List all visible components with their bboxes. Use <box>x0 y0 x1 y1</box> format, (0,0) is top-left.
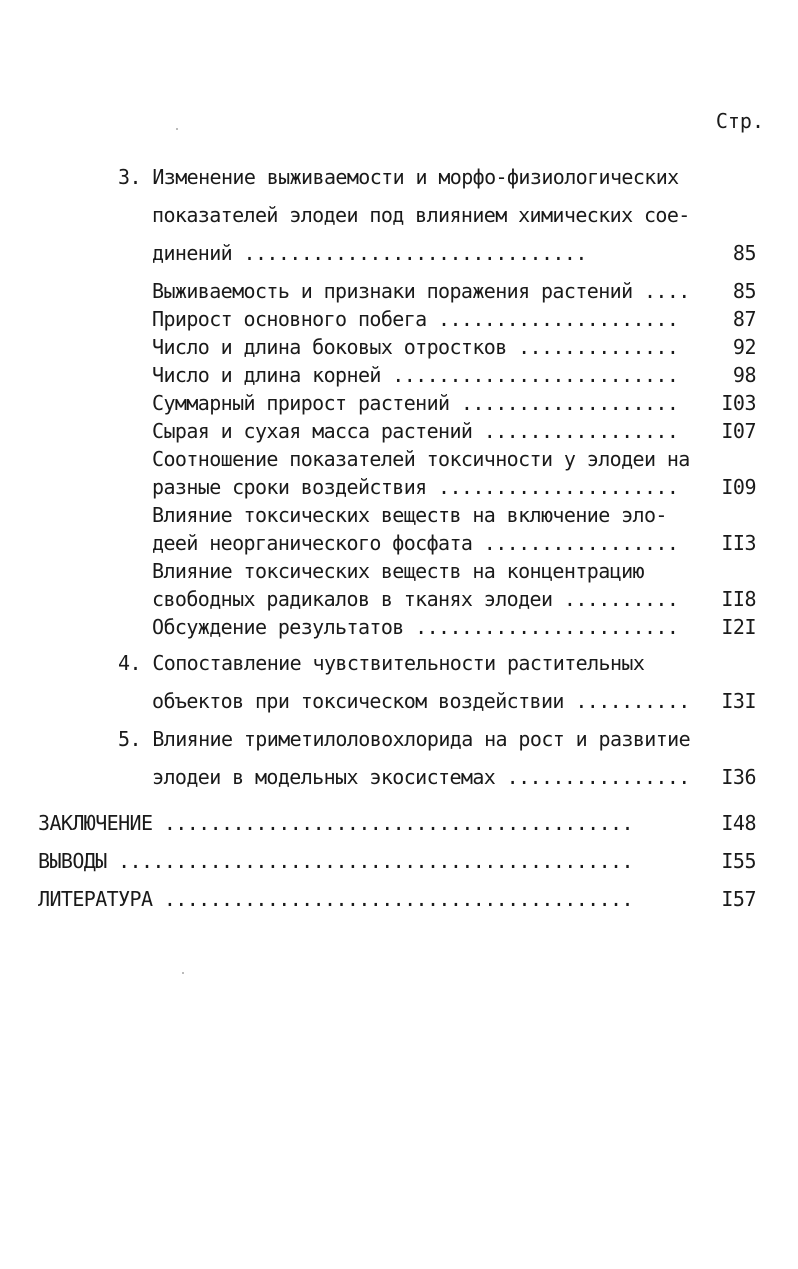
toc-line: показателей элодеи под влиянием химических сое- <box>152 203 690 227</box>
toc-line: динений .............................. <box>152 241 587 265</box>
toc-line: Обсуждение результатов ....................... <box>152 615 679 639</box>
toc-line: 5. Влияние триметилоловохлорида на рост и развитие <box>118 727 691 751</box>
toc-line: Влияние токсических веществ на концентрацию <box>152 559 644 583</box>
toc-page-number: 98 <box>732 363 756 387</box>
toc-line: свободных радикалов в тканях элодеи .......... <box>152 587 679 611</box>
page-column-label: Стр. <box>715 109 764 133</box>
toc-line: Выживаемость и признаки поражения растений .... <box>152 279 690 303</box>
toc-line: деей неорганического фосфата ................. <box>152 531 679 555</box>
toc-line: объектов при токсическом воздействии .......... <box>152 689 690 713</box>
toc-page-number: II8 <box>721 587 756 611</box>
toc-page-number: 85 <box>732 241 756 265</box>
toc-page-number: 85 <box>732 279 756 303</box>
toc-line: Суммарный прирост растений ................... <box>152 391 679 415</box>
toc-line: ЗАКЛЮЧЕНИЕ ......................................... <box>38 811 633 835</box>
toc-page-number: I03 <box>721 391 756 415</box>
scan-speck <box>176 128 178 130</box>
toc-line: разные сроки воздействия ..................... <box>152 475 679 499</box>
toc-page-number: I55 <box>721 849 756 873</box>
toc-line: ВЫВОДЫ ............................................. <box>38 849 633 873</box>
toc-line: Влияние токсических веществ на включение эло- <box>152 503 667 527</box>
toc-page-number: I09 <box>721 475 756 499</box>
toc-line: элодеи в модельных экосистемах ................ <box>152 765 690 789</box>
toc-page-number: I36 <box>721 765 756 789</box>
toc-page-number: I3I <box>721 689 756 713</box>
toc-page-number: I48 <box>721 811 756 835</box>
toc-line: Сырая и сухая масса растений ................. <box>152 419 679 443</box>
scan-speck <box>182 972 184 974</box>
toc-page-number: 92 <box>732 335 756 359</box>
toc-line: Число и длина боковых отростков .............. <box>152 335 679 359</box>
toc-line: Число и длина корней ......................... <box>152 363 679 387</box>
toc-page-number: I2I <box>721 615 756 639</box>
toc-line: 4. Сопоставление чувствительности растительных <box>118 651 645 675</box>
toc-page-number: I57 <box>721 887 756 911</box>
toc-line: ЛИТЕРАТУРА ......................................... <box>38 887 633 911</box>
toc-page-number: I07 <box>721 419 756 443</box>
toc-line: 3. Изменение выживаемости и морфо-физиологических <box>118 165 679 189</box>
toc-page-number: 87 <box>732 307 756 331</box>
toc-page-number: II3 <box>721 531 756 555</box>
toc-line: Прирост основного побега ..................... <box>152 307 679 331</box>
toc-line: Соотношение показателей токсичности у элодеи на <box>152 447 690 471</box>
